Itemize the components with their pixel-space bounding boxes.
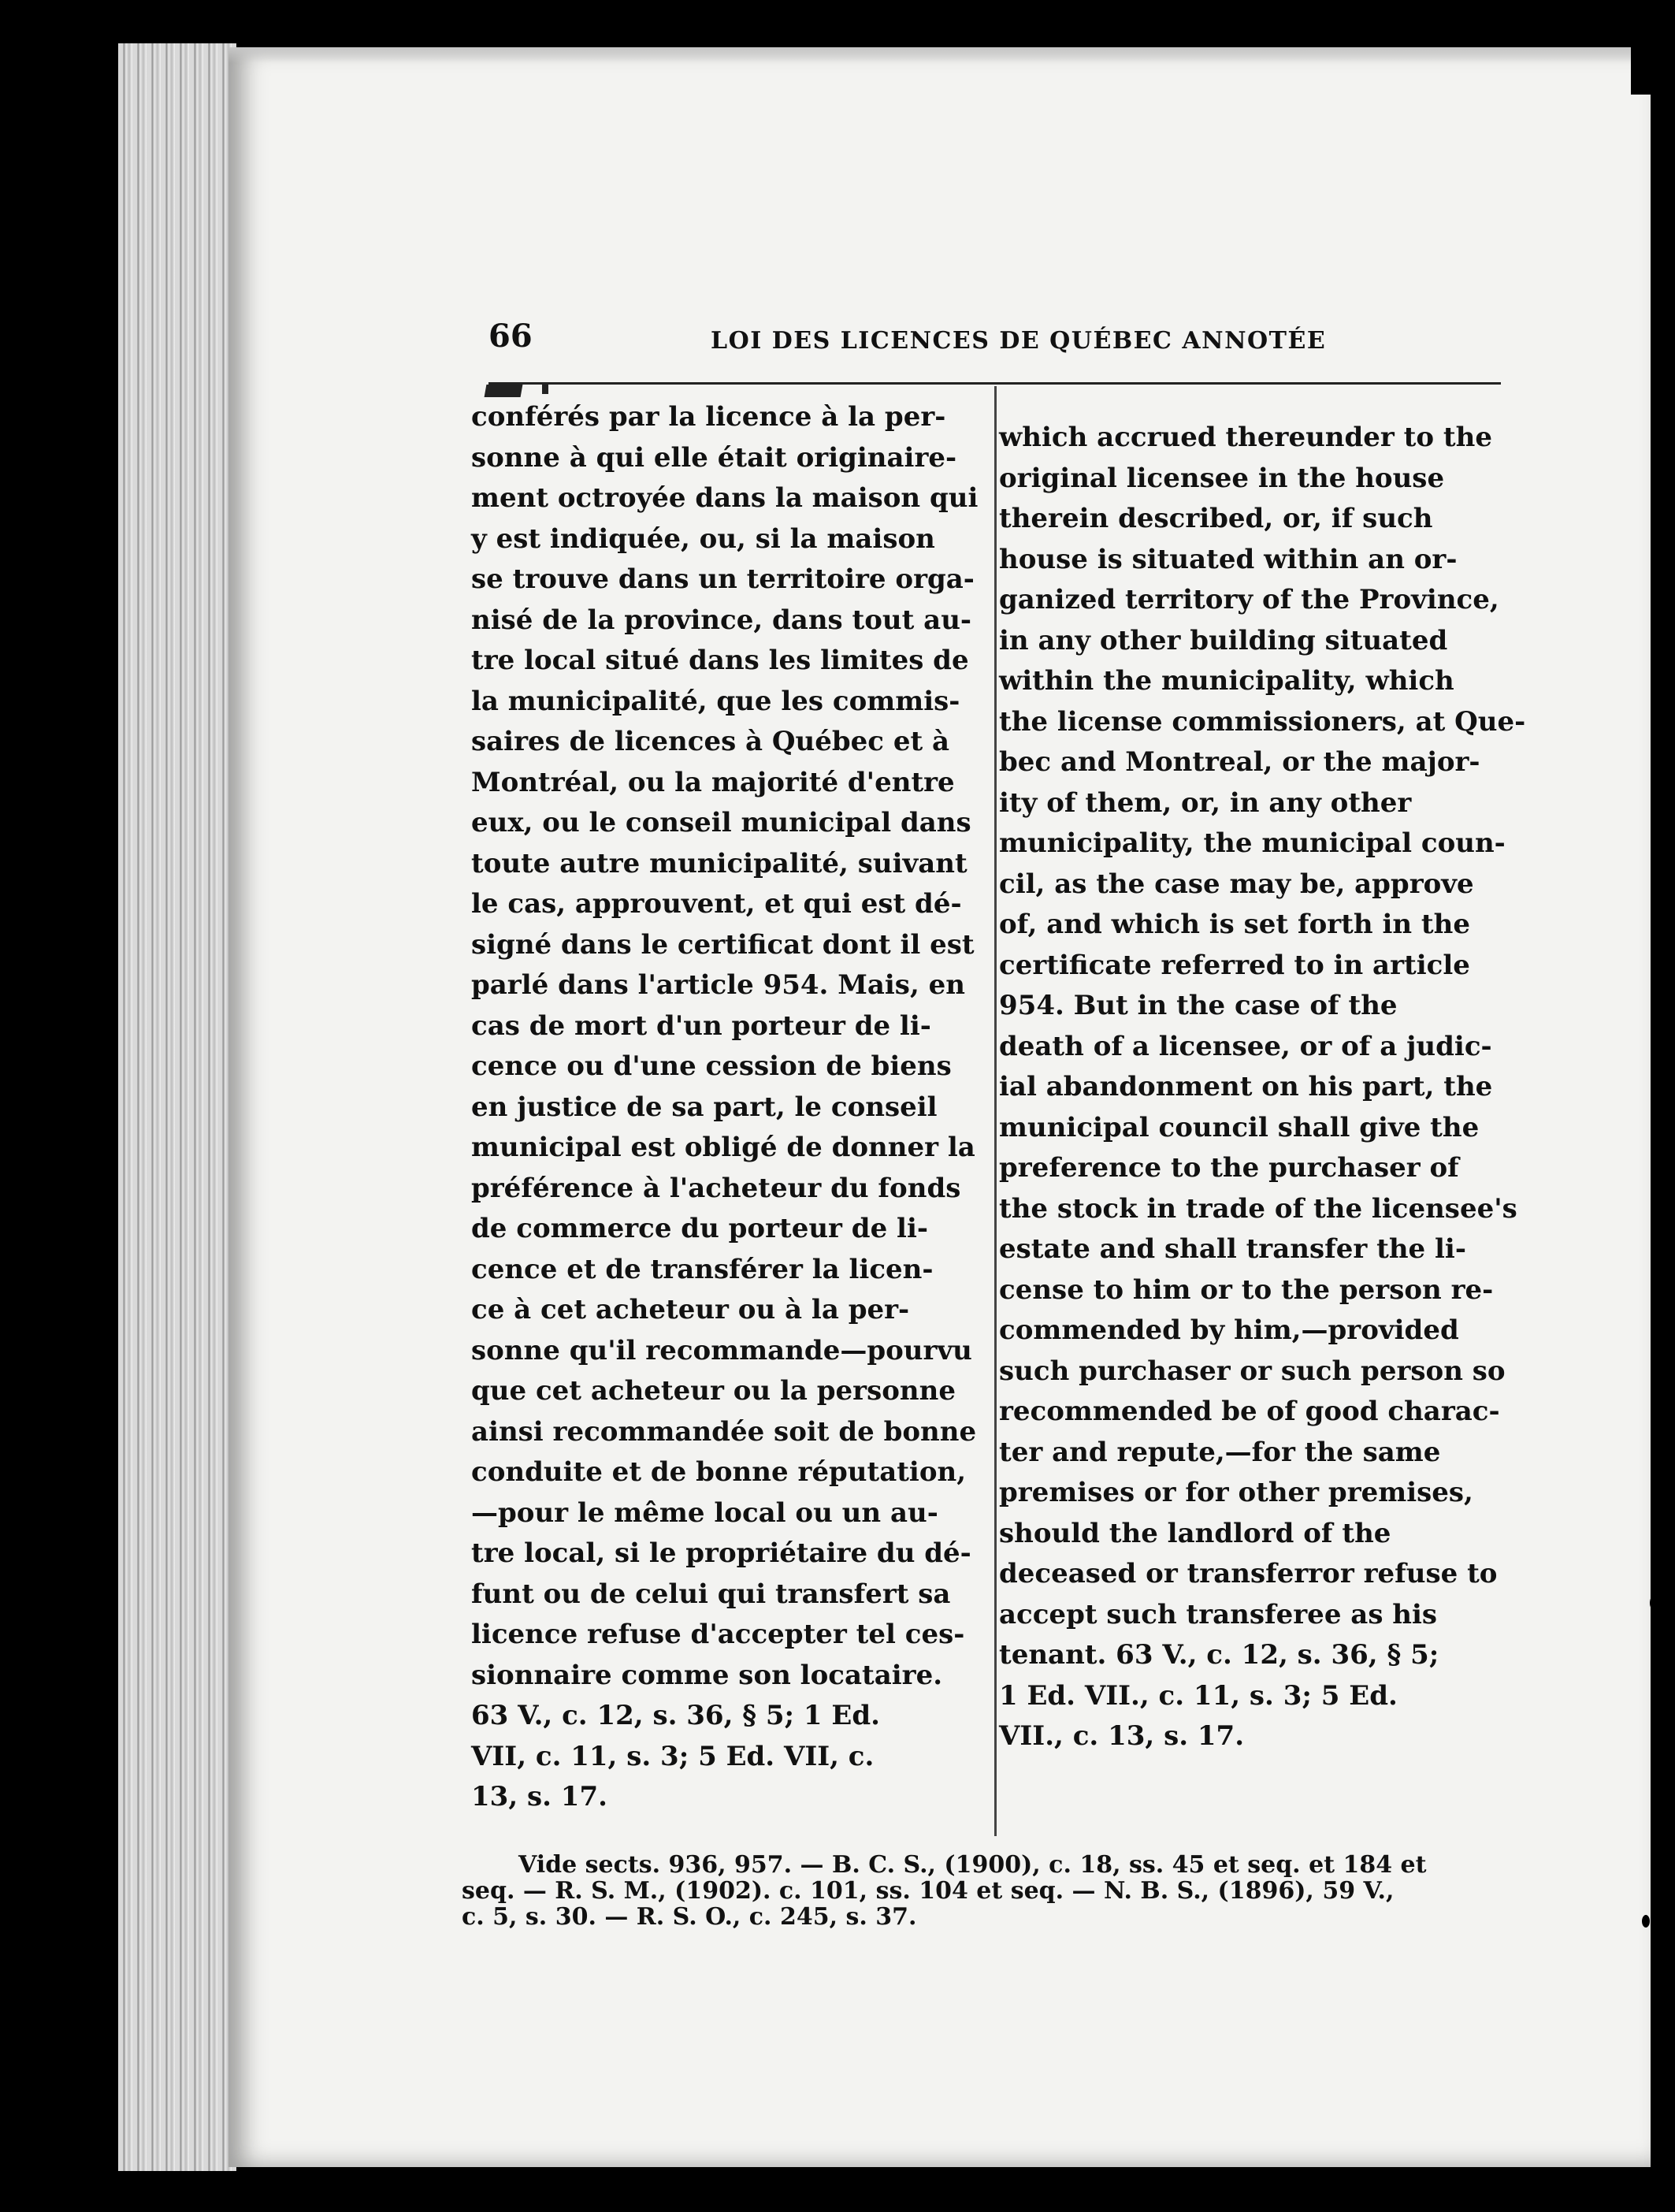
text-line: signé dans le certificat dont il est bbox=[471, 928, 975, 961]
scan-speck bbox=[1650, 1596, 1658, 1610]
text-line: VII., c. 13, s. 17. bbox=[999, 1720, 1245, 1752]
text-line: eux, ou le conseil municipal dans bbox=[471, 807, 971, 838]
text-line: que cet acheteur ou la personne bbox=[471, 1375, 956, 1407]
english-text-column bbox=[999, 418, 1526, 1757]
text-line: se trouve dans un territoire orga- bbox=[471, 563, 975, 595]
text-line: cense to him or to the person re- bbox=[999, 1273, 1494, 1306]
scan-speck bbox=[1658, 1147, 1669, 1161]
text-line: should the landlord of the bbox=[999, 1517, 1391, 1549]
text-line: municipality, the municipal coun- bbox=[999, 827, 1506, 859]
text-line: —pour le même local ou un au- bbox=[471, 1496, 938, 1529]
text-line: 954. But in the case of the bbox=[999, 990, 1398, 1021]
text-line: toute autre municipalité, suivant bbox=[471, 847, 967, 879]
text-line: premises or for other premises, bbox=[999, 1477, 1473, 1508]
text-line: cence ou d'une cession de biens bbox=[471, 1050, 952, 1082]
text-line: nisé de la province, dans tout au- bbox=[471, 604, 972, 636]
scan-border bbox=[1631, 0, 1675, 95]
text-line: cence et de transférer la licen- bbox=[471, 1253, 934, 1285]
text-line: conférés par la licence à la per- bbox=[471, 401, 946, 433]
text-line: conduite et de bonne réputation, bbox=[471, 1456, 967, 1488]
text-line: certificate referred to in article bbox=[999, 949, 1470, 981]
text-line: house is situated within an or- bbox=[999, 543, 1458, 575]
illegible-fragment bbox=[542, 385, 548, 394]
text-line: tre local, si le propriétaire du dé- bbox=[471, 1537, 971, 1569]
text-line: funt ou de celui qui transfert sa bbox=[471, 1578, 951, 1610]
text-line: ment octroyée dans la maison qui bbox=[471, 482, 979, 514]
text-line: licence refuse d'accepter tel ces- bbox=[471, 1619, 965, 1650]
scan-speck bbox=[88, 188, 98, 200]
text-line: sonne à qui elle était originaire- bbox=[471, 441, 957, 474]
text-line: 1 Ed. VII., c. 11, s. 3; 5 Ed. bbox=[999, 1679, 1398, 1712]
page-header bbox=[488, 311, 1501, 382]
text-line: saires de licences à Québec et à bbox=[471, 726, 950, 757]
text-line: in any other building situated bbox=[999, 624, 1448, 656]
running-title: LOI DES LICENCES DE QUÉBEC ANNOTÉE bbox=[711, 327, 1327, 355]
text-line: recommended be of good charac- bbox=[999, 1396, 1500, 1427]
header-rule bbox=[488, 382, 1501, 385]
text-line: of, and which is set forth in the bbox=[999, 909, 1470, 940]
text-line: VII, c. 11, s. 3; 5 Ed. VII, c. bbox=[471, 1740, 875, 1772]
scan-speck bbox=[1662, 678, 1670, 689]
footnote-line: Vide sects. 936, 957. — B. C. S., (1900), c. 18, ss. 45 et seq. et 184 et bbox=[518, 1851, 1427, 1879]
text-line: préférence à l'acheteur du fonds bbox=[471, 1172, 961, 1204]
text-line: le cas, approuvent, et qui est dé- bbox=[471, 888, 962, 920]
text-line: ce à cet acheteur ou à la per- bbox=[471, 1294, 910, 1325]
book-page-edges bbox=[118, 43, 236, 2171]
text-line: within the municipality, which bbox=[999, 665, 1454, 697]
text-line: cil, as the case may be, approve bbox=[999, 868, 1474, 900]
text-line: Montréal, ou la majorité d'entre bbox=[471, 766, 955, 798]
text-line: y est indiquée, ou, si la maison bbox=[471, 522, 935, 555]
scan-speck bbox=[1642, 1915, 1650, 1928]
text-line: ter and repute,—for the same bbox=[999, 1436, 1441, 1468]
text-line: death of a licensee, or of a judic- bbox=[999, 1030, 1492, 1062]
page-number: 66 bbox=[488, 318, 533, 355]
text-line: 63 V., c. 12, s. 36, § 5; 1 Ed. bbox=[471, 1700, 880, 1731]
page-top-shadow bbox=[228, 47, 1651, 63]
text-line: municipal council shall give the bbox=[999, 1111, 1480, 1143]
text-line: bec and Montreal, or the major- bbox=[999, 746, 1480, 778]
text-line: deceased or transferror refuse to bbox=[999, 1558, 1498, 1589]
text-line: de commerce du porteur de li- bbox=[471, 1213, 928, 1244]
text-line: accept such transferee as his bbox=[999, 1598, 1438, 1630]
text-line: parlé dans l'article 954. Mais, en bbox=[471, 969, 965, 1001]
text-line: tenant. 63 V., c. 12, s. 36, § 5; bbox=[999, 1639, 1439, 1671]
footnote-line: seq. — R. S. M., (1902). c. 101, ss. 104 et seq. — N. B. S., (1896), 59 V., bbox=[462, 1877, 1395, 1905]
text-line: ity of them, or, in any other bbox=[999, 786, 1412, 819]
french-text-column bbox=[471, 397, 979, 1818]
text-line: la municipalité, que les commis- bbox=[471, 685, 960, 717]
text-line: therein described, or, if such bbox=[999, 503, 1433, 534]
text-line: ial abandonment on his part, the bbox=[999, 1071, 1493, 1102]
text-line: commended by him,—provided bbox=[999, 1314, 1459, 1346]
illegible-fragment bbox=[485, 385, 523, 397]
text-line: such purchaser or such person so bbox=[999, 1355, 1506, 1387]
text-line: ganized territory of the Province, bbox=[999, 584, 1499, 615]
text-line: sionnaire comme son locataire. bbox=[471, 1659, 943, 1691]
text-line: municipal est obligé de donner la bbox=[471, 1132, 975, 1163]
text-line: the license commissioners, at Que- bbox=[999, 705, 1526, 738]
text-line: sonne qu'il recommande—pourvu bbox=[471, 1334, 972, 1366]
text-line: ainsi recommandée soit de bonne bbox=[471, 1415, 977, 1448]
text-line: the stock in trade of the licensee's bbox=[999, 1192, 1517, 1225]
text-line: preference to the purchaser of bbox=[999, 1152, 1459, 1184]
text-line: cas de mort d'un porteur de li- bbox=[471, 1009, 931, 1042]
text-line: original licensee in the house bbox=[999, 462, 1445, 494]
footnote bbox=[462, 1852, 1486, 1930]
footnote-line: c. 5, s. 30. — R. S. O., c. 245, s. 37. bbox=[462, 1903, 917, 1931]
text-line: which accrued thereunder to the bbox=[999, 422, 1492, 453]
text-line: estate and shall transfer the li- bbox=[999, 1233, 1466, 1265]
text-line: en justice de sa part, le conseil bbox=[471, 1091, 938, 1123]
text-line: tre local situé dans les limites de bbox=[471, 645, 969, 676]
text-line: 13, s. 17. bbox=[471, 1781, 607, 1812]
column-divider bbox=[994, 386, 997, 1836]
